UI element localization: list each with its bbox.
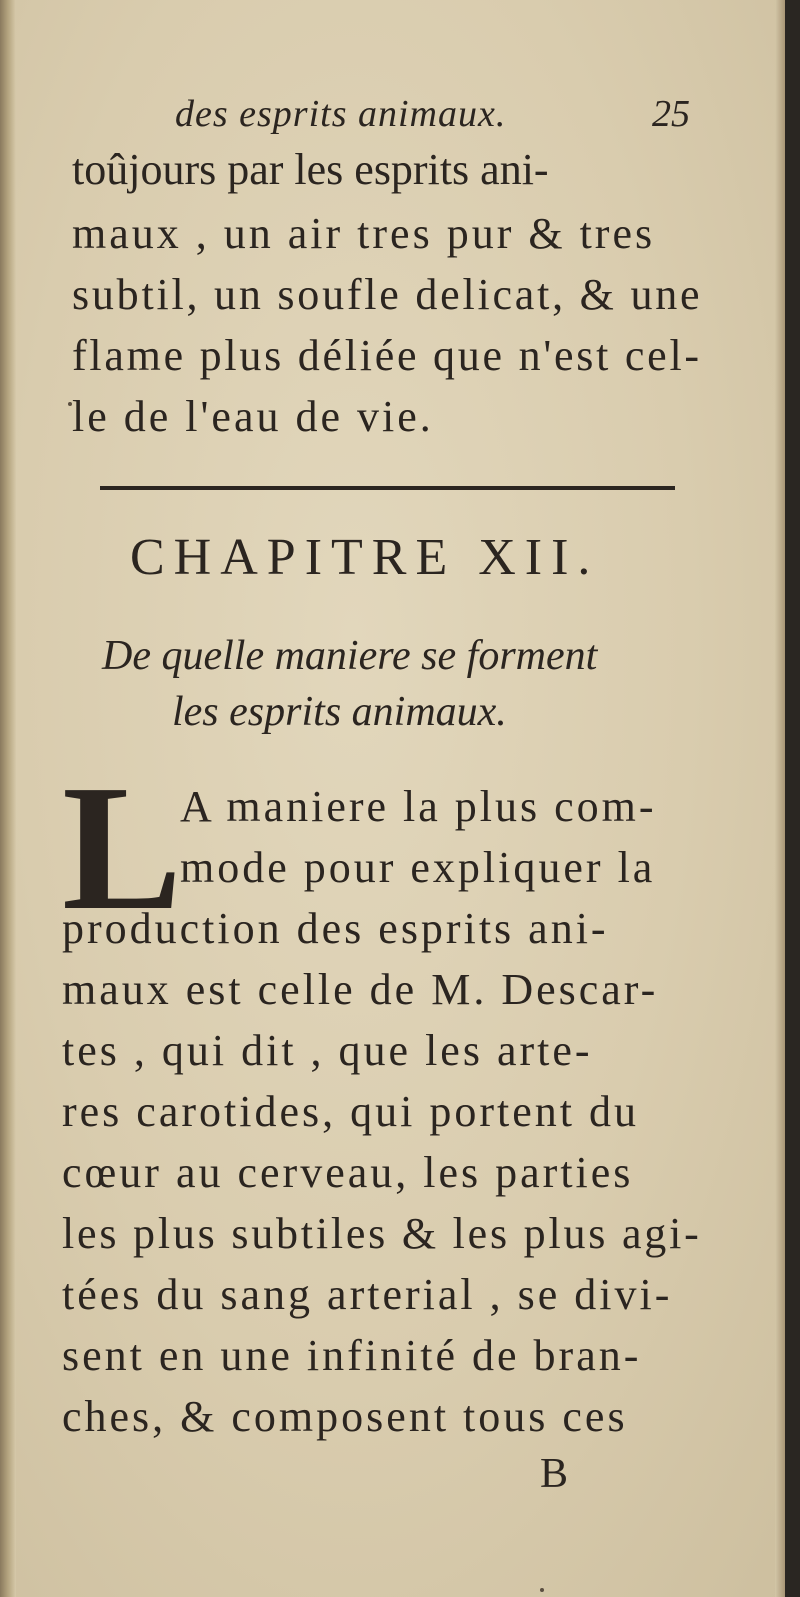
paper-speck [540, 1588, 544, 1592]
text-line: sent en une infinité de bran- [62, 1331, 642, 1380]
page-number: 25 [652, 93, 690, 135]
page-edge [775, 0, 785, 1597]
binding-gutter [0, 0, 16, 1597]
text-line: subtil, un soufle delicat, & une [72, 270, 703, 319]
text-line: production des esprits ani- [62, 904, 609, 953]
chapter-subtitle-line1: De quelle maniere se forment [102, 633, 598, 679]
drop-cap: L [62, 748, 183, 947]
text-line: ches, & composent tous ces [62, 1392, 628, 1441]
running-title: des esprits animaux. [175, 93, 507, 135]
text-line: les plus subtiles & les plus agi- [62, 1209, 702, 1258]
text-line: maux , un air tres pur & tres [72, 209, 656, 258]
paper-speck [68, 402, 72, 406]
text-line: maux est celle de M. Descar- [62, 965, 659, 1014]
text-line: mode pour expliquer la [180, 843, 656, 892]
section-rule [100, 486, 675, 490]
text-line: flame plus déliée que n'est cel- [72, 331, 702, 380]
text-line-content: toûjours par les esprits ani- [72, 145, 549, 194]
text-line: le de l'eau de vie. [72, 392, 434, 441]
chapter-heading: CHAPITRE XII. [130, 529, 600, 586]
signature-mark: B [540, 1451, 569, 1497]
text-line: cœur au cerveau, les parties [62, 1148, 634, 1197]
text-line [72, 145, 702, 194]
text-line: res carotides, qui portent du [62, 1087, 639, 1136]
text-line: A maniere la plus com- [180, 782, 657, 831]
chapter-subtitle-line2: les esprits animaux. [172, 689, 507, 735]
text-line: tées du sang arterial , se divi- [62, 1270, 673, 1319]
text-line: tes , qui dit , que les arte- [62, 1026, 593, 1075]
